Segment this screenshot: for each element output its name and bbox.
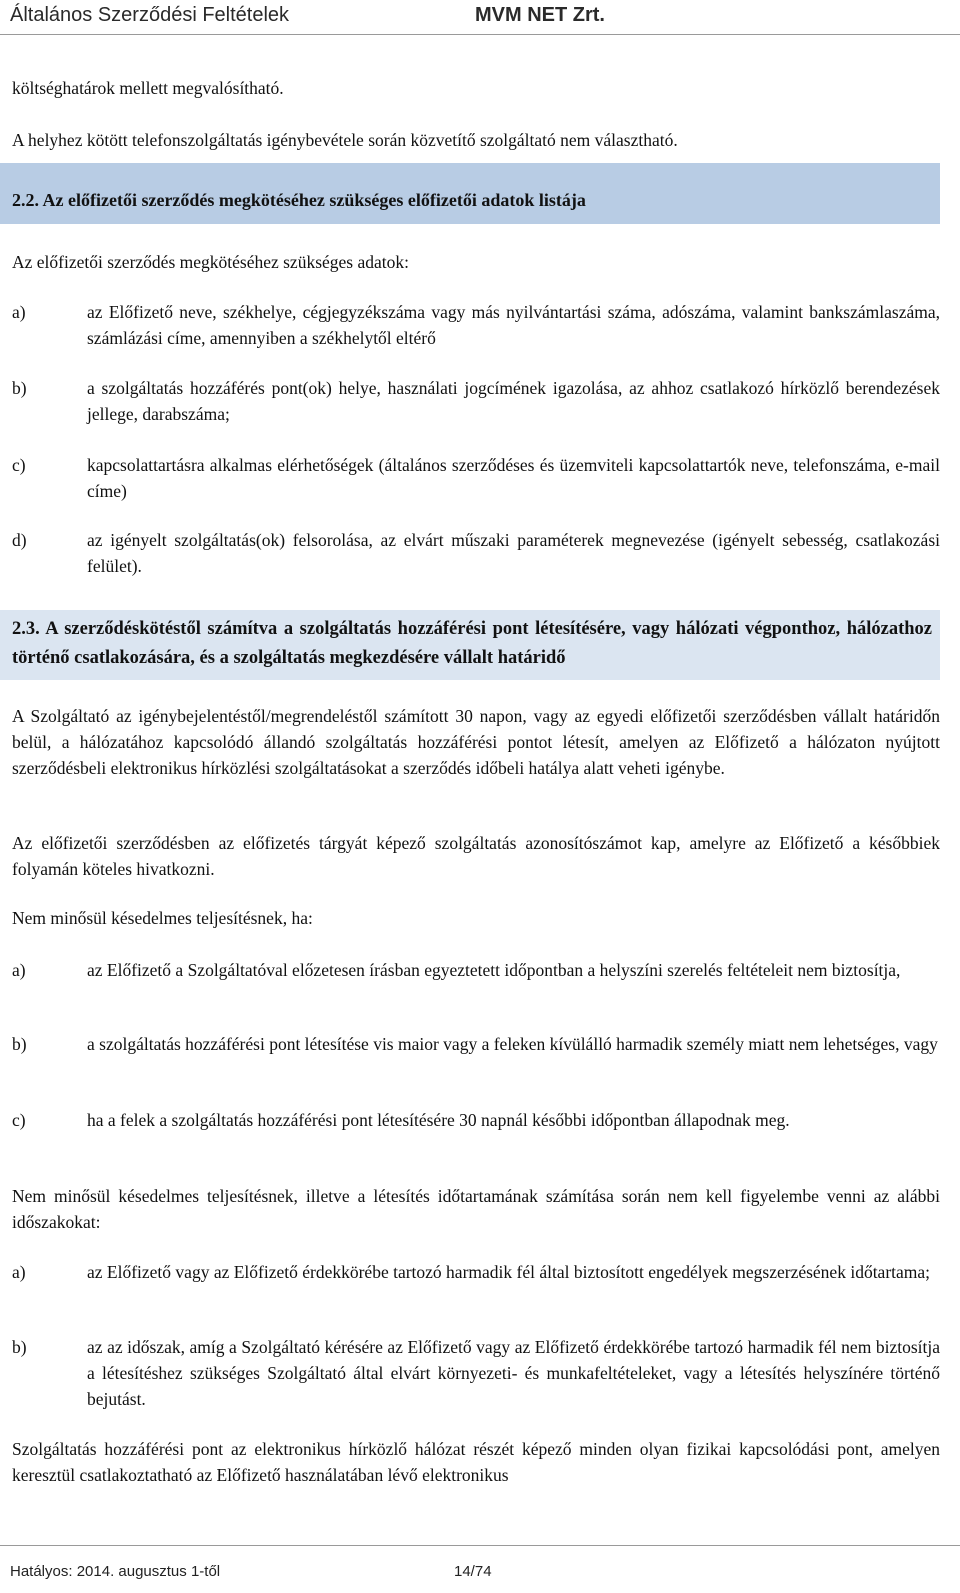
section-2-2-heading-band: [0, 163, 940, 224]
list-item: [12, 957, 940, 983]
page-number: 14/74: [454, 1563, 492, 1580]
list-item-label: d): [12, 530, 27, 550]
list-item-text: a szolgáltatás hozzáférés pont(ok) helye, használati jogcímének igazolása, az ahhoz csatlakozó hírközlő berendezések jellege, darabszáma;: [87, 378, 940, 424]
page-header: [0, 0, 960, 35]
paragraph: Nem minősül késedelmes teljesítésnek, illetve a létesítés időtartamának számítása során nem kell figyelembe venni az alábbi időszakokat:: [12, 1186, 940, 1232]
list-item-label: a): [12, 1262, 26, 1282]
list-item: [12, 1259, 940, 1285]
paragraph: Szolgáltatás hozzáférési pont az elektronikus hírközlő hálózat részét képező minden olyan fizikai kapcsolódási pont, amelyen keresztül csatlakoztatható az Előfizető használatában lévő elektronikus: [12, 1439, 940, 1485]
section-2-2-lead: Az előfizetői szerződés megkötéséhez szükséges adatok:: [12, 252, 409, 272]
list-item: [12, 1334, 940, 1412]
list-item-label: a): [12, 960, 26, 980]
list-item-label: b): [12, 1034, 27, 1054]
list-item-text: kapcsolattartásra alkalmas elérhetőségek (általános szerződéses és üzemviteli kapcsolattartók neve, telefonszáma, e-mail címe): [87, 455, 940, 501]
footer-divider: [0, 1545, 960, 1546]
list-item: [12, 452, 940, 504]
list-item: [12, 1107, 940, 1133]
page-footer: [0, 1545, 960, 1593]
list-item-label: b): [12, 378, 27, 398]
list-item: [12, 527, 940, 579]
paragraph: Nem minősül késedelmes teljesítésnek, ha:: [12, 908, 313, 928]
list-item-text: az az időszak, amíg a Szolgáltató kérésére az Előfizető vagy az Előfizető érdekkörébe tartozó harmadik fél nem biztosítja a létesítéshez szükséges Szolgáltató által elvárt környezeti- és munkafeltételeket, vagy a létesítés helyszínére történő bejutást.: [87, 1337, 940, 1409]
list-item: [12, 299, 940, 351]
list-item-label: a): [12, 302, 26, 322]
section-2-3-title: A szerződéskötéstől számítva a szolgáltatás hozzáférési pont létesítésére, vagy hálózati végponthoz, hálózathoz történő csatlakozására, és a szolgáltatás megkezdésére vállalt határidő: [12, 619, 932, 668]
intro-line-2: A helyhez kötött telefonszolgáltatás igénybevétele során közvetítő szolgáltató nem választható.: [12, 130, 678, 150]
paragraph: Az előfizetői szerződésben az előfizetés tárgyát képező szolgáltatás azonosítószámot kap, amelyre az Előfizető a későbbiek folyamán köteles hivatkozni.: [12, 833, 940, 879]
section-2-2-heading: 2.2. Az előfizetői szerződés megkötéséhez szükséges előfizetői adatok listája: [12, 190, 586, 210]
list-item-label: b): [12, 1337, 27, 1357]
list-item-label: c): [12, 1110, 26, 1130]
effective-date: Hatályos: 2014. augusztus 1-től: [10, 1563, 221, 1580]
document-title: Általános Szerződési Feltételek: [10, 4, 290, 26]
company-name: MVM NET Zrt.: [475, 4, 605, 26]
list-item-text: az Előfizető neve, székhelye, cégjegyzékszáma vagy más nyilvántartási száma, adószáma, valamint bankszámlaszáma, számlázási címe, amennyiben a székhelytől eltérő: [87, 302, 940, 348]
list-item-text: az Előfizető a Szolgáltatóval előzetesen írásban egyeztetett időpontban a helyszíni szerelés feltételeit nem biztosítja,: [87, 960, 901, 980]
list-item-text: az igényelt szolgáltatás(ok) felsorolása, az elvárt műszaki paraméterek megnevezése (igényelt sebesség, csatlakozási felület).: [87, 530, 940, 576]
section-2-3-heading: [12, 615, 932, 673]
list-item-text: ha a felek a szolgáltatás hozzáférési pont létesítésére 30 napnál későbbi időpontban állapodnak meg.: [87, 1110, 790, 1130]
intro-line-1: költséghatárok mellett megvalósítható.: [12, 78, 284, 98]
list-item-text: a szolgáltatás hozzáférési pont létesítése vis maior vagy a feleken kívülálló harmadik személy miatt nem lehetséges, vagy: [87, 1034, 938, 1054]
list-item-label: c): [12, 455, 26, 475]
section-2-3-number: 2.3.: [12, 619, 40, 639]
list-item-text: az Előfizető vagy az Előfizető érdekkörébe tartozó harmadik fél által biztosított engedélyek megszerzésének időtartama;: [87, 1262, 931, 1282]
paragraph: A Szolgáltató az igénybejelentéstől/megrendeléstől számított 30 napon, vagy az egyedi előfizetői szerződésben vállalt határidőn belül, a hálózatához kapcsolódó állandó szolgáltatás hozzáférési pontot létesít, amelyen az Előfizető a hálózaton nyújtott szerződésbeli elektronikus hírközlési szolgáltatásokat a szerződés időbeli hatálya alatt veheti igénybe.: [12, 706, 940, 778]
list-item: [12, 1031, 940, 1057]
list-item: [12, 375, 940, 427]
section-2-3-heading-band: [0, 610, 940, 680]
